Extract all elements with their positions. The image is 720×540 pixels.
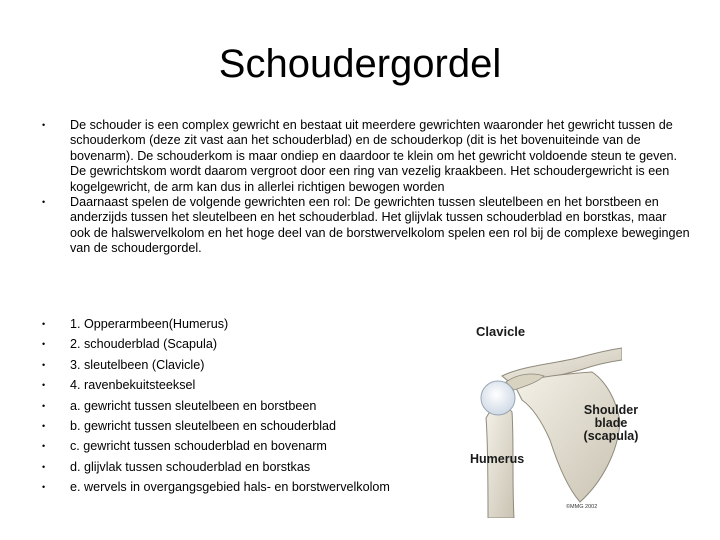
bullet-icon: • bbox=[42, 120, 46, 130]
slide-title: Schoudergordel bbox=[218, 42, 502, 86]
list-item-text: 3. sleutelbeen (Clavicle) bbox=[70, 357, 205, 372]
list-item bbox=[40, 355, 460, 375]
bullet-icon: • bbox=[42, 482, 46, 493]
bullet-icon: • bbox=[42, 400, 46, 411]
list-item bbox=[40, 436, 460, 456]
list-item bbox=[40, 416, 460, 436]
list-item bbox=[40, 477, 460, 497]
list-item-text: e. wervels in overgangsgebied hals- en borstwervelkolom bbox=[70, 480, 390, 495]
shoulder-anatomy-figure bbox=[462, 312, 639, 518]
shoulder-blade-label-line1: Shoulder bbox=[583, 403, 639, 417]
list-item-text: b. gewricht tussen sleutelbeen en schouderblad bbox=[70, 418, 337, 433]
list-item-text: 1. Opperarmbeen(Humerus) bbox=[70, 317, 229, 331]
list-item bbox=[40, 334, 460, 354]
list-item bbox=[40, 375, 460, 395]
list-item bbox=[40, 457, 460, 477]
humeral-head bbox=[481, 381, 515, 415]
bullet-icon: • bbox=[42, 441, 46, 452]
bullet-icon: • bbox=[42, 380, 46, 391]
list-item-text: a. gewricht tussen sleutelbeen en borstbeen bbox=[70, 398, 317, 413]
paragraph-list bbox=[40, 118, 690, 257]
shoulder-blade-label-line2: blade bbox=[594, 416, 628, 430]
bullet-icon: • bbox=[42, 339, 46, 350]
anatomy-list bbox=[40, 314, 460, 498]
paragraph-item bbox=[40, 118, 690, 195]
copyright-text: ©MMG 2002 bbox=[566, 504, 598, 510]
list-item-text: d. glijvlak tussen schouderblad en borstkas bbox=[70, 459, 311, 474]
paragraph-item bbox=[40, 195, 690, 257]
paragraph-text: De schouder is een complex gewricht en bestaat uit meerdere gewrichten waaronder het gewricht tussen de schouderkom (deze zit vast aan het schouderblad) en de schouderkop (dit is het bovenuiteinde van de bovenarm). De schouderkom is maar ondiep en daardoor te klein om het gewricht voldoende steun te geven. De gewrichtskom wordt daarom vergroot door een ring van vezelig kraakbeen. Het schoudergewricht is een kogelgewricht, de arm kan dus in allerlei richtigen bewogen worden bbox=[70, 118, 677, 194]
bullet-icon: • bbox=[42, 359, 46, 370]
bullet-icon: • bbox=[42, 420, 46, 431]
bullet-icon: • bbox=[42, 319, 46, 329]
list-item-text: c. gewricht tussen schouderblad en bovenarm bbox=[70, 439, 327, 454]
paragraph-text: Daarnaast spelen de volgende gewrichten een rol: De gewrichten tussen sleutelbeen en het borstbeen en anderzijds tussen het sleutelbeen en het schouderblad. Het glijvlak tussen schouderblad en borstkas, maar ook de halswervelkolom en het hoge deel van de borstwervelkolom spelen een rol bij de complexe bewegingen van de schoudergordel. bbox=[70, 195, 690, 256]
list-item-text: 2. schouderblad (Scapula) bbox=[70, 337, 218, 352]
bullet-icon: • bbox=[42, 461, 46, 472]
list-item bbox=[40, 396, 460, 416]
shoulder-blade-label bbox=[580, 404, 642, 443]
clavicle-label: Clavicle bbox=[476, 324, 526, 339]
list-item bbox=[40, 314, 460, 334]
list-item-text: 4. ravenbekuitsteeksel bbox=[70, 378, 196, 393]
shoulder-blade-label-line3: (scapula) bbox=[583, 429, 639, 443]
bullet-icon: • bbox=[42, 197, 46, 208]
humerus-label: Humerus bbox=[470, 452, 525, 466]
